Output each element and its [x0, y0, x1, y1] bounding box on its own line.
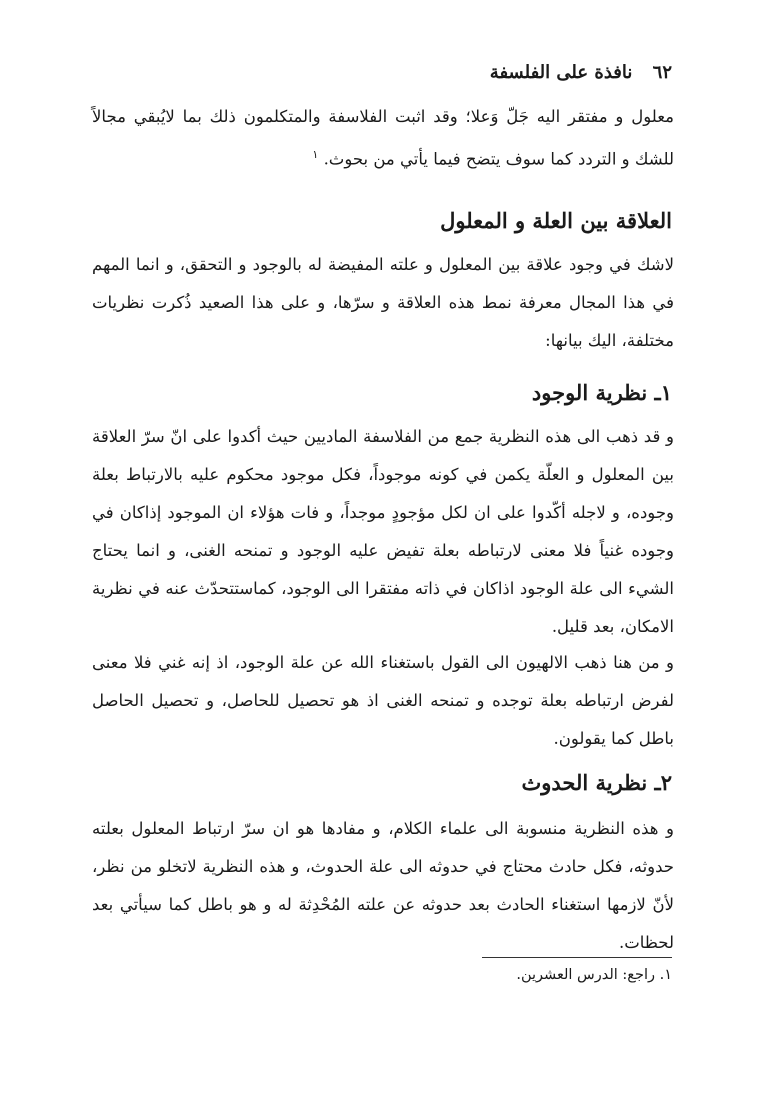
- paragraph-relation: لاشك في وجود علاقة بين المعلول و علته المفيضة له بالوجود و التحقق، و انما المهم في هذا المجال معرفة نمط هذه العلاقة و سرّها، و على هذا الصعيد ذُكرت نظريات مختلفة، اليك بيانها:: [92, 255, 674, 350]
- footnote-marker: ١: [312, 148, 319, 161]
- book-title: نافذة على الفلسفة: [489, 62, 633, 83]
- heading-relation: العلاقة بين العلة و المعلول: [440, 208, 672, 233]
- running-header: [490, 62, 672, 83]
- footnote-divider: [482, 957, 672, 958]
- heading-origination-theory: ٢ـ نظرية الحدوث: [521, 770, 672, 795]
- intro-paragraph-text: معلول و مفتقر اليه جَلّ وَعلا؛ وقد اثبت الفلاسفة والمتكلمون ذلك بما لايُبقي مجالاً للشك و التردد كما سوف يتضح فيما يأتي من بحوث.: [92, 107, 674, 169]
- page-number: ٦٢: [652, 62, 672, 83]
- paragraph-origination: و هذه النظرية منسوبة الى علماء الكلام، و مفادها هو ان سرّ ارتباط المعلول بعلته حدوثه، فكل حادث محتاج في حدوثه الى علة الحدوث، و هذه النظرية لاتخلو من نظر، لأنّ لازمها استغناء الحادث بعد حدوثه عن علته المُحْدِثة له و هو باطل كما سيأتي بعد لحظات.: [92, 819, 674, 952]
- heading-existence-theory: ١ـ نظرية الوجود: [531, 380, 672, 405]
- paragraph-existence-1: و قد ذهب الى هذه النظرية جمع من الفلاسفة الماديين حيث أكدوا على انّ سرّ العلاقة بين المعلول و العلّة يكمن في كونه موجوداً، فكل موجود محكوم عليه بالارتباط بعلة وجوده، و لاجله أكّدوا على ان لكل مؤجودٍ موجداً، و فات هؤلاء ان الموجود إذاكان في وجوده غنياً فلا معنى لارتباطه بعلة تفيض عليه الوجود و تمنحه الغنى، و انما يحتاج الشيء الى علة الوجود اذاكان في ذاته مفتقرا الى الوجود، كماستتحدّث عنه في نظرية الامكان، بعد قليل.: [92, 427, 674, 636]
- footnote: ١. راجع: الدرس العشرين.: [516, 967, 672, 983]
- intro-paragraph: [92, 98, 674, 179]
- paragraph-existence-2: و من هنا ذهب الالهيون الى القول باستغناء الله عن علة الوجود، اذ إنه غني فلا معنى لفرض ارتباطه بعلة توجده و تمنحه الغنى اذ هو تحصيل للحاصل، و تحصيل الحاصل باطل كما يقولون.: [92, 653, 674, 748]
